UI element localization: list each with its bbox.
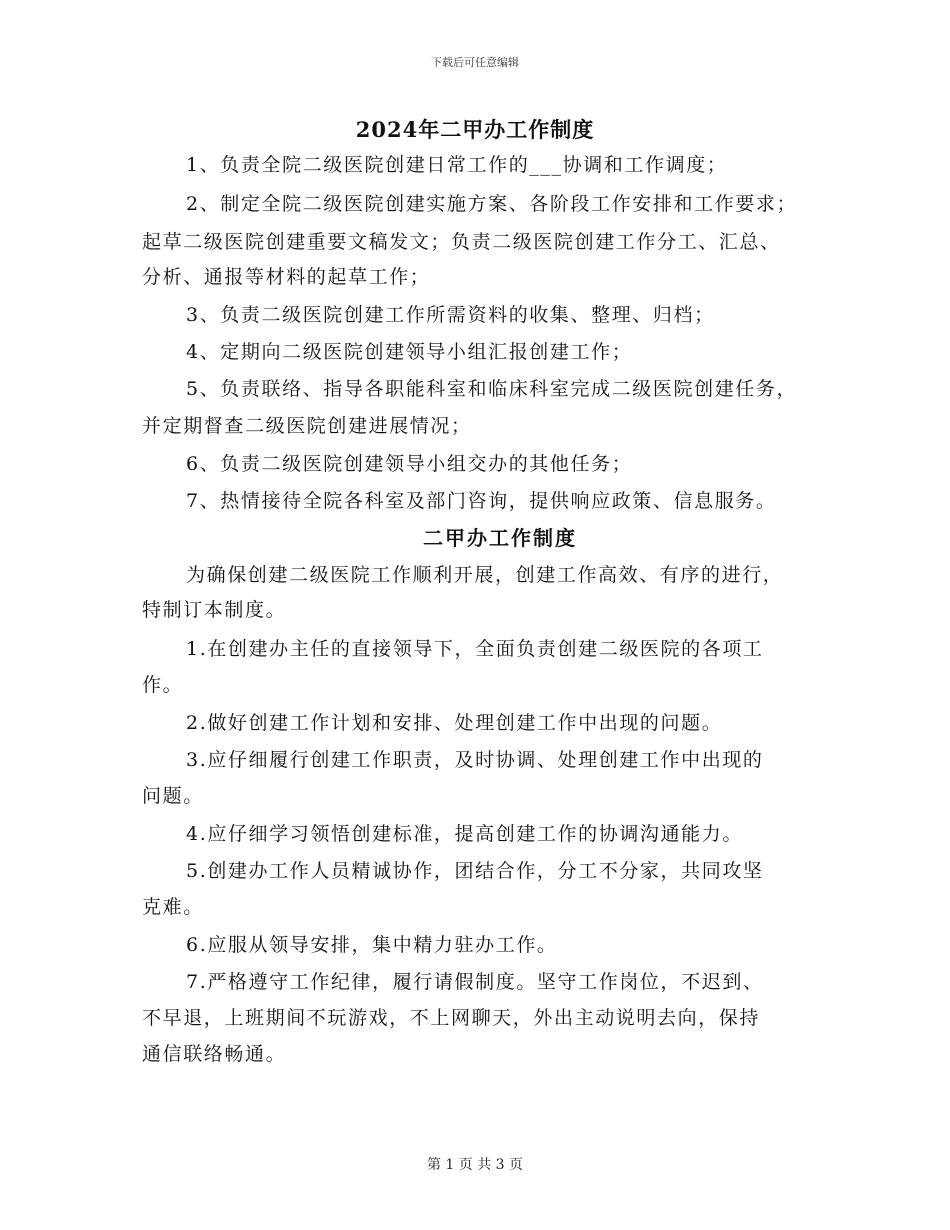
section-title: 二甲办工作制度	[423, 526, 577, 550]
paragraph-line: 6.应服从领导安排，集中精力驻办工作。	[186, 934, 558, 956]
page-footer: 第 1 页 共 3 页	[426, 1157, 524, 1173]
document-title: 2024年二甲办工作制度	[355, 117, 595, 142]
paragraph-line: 作。	[142, 674, 184, 696]
paragraph-line: 特制订本制度。	[142, 599, 287, 621]
paragraph-line: 2.做好创建工作计划和安排、处理创建工作中出现的问题。	[186, 712, 723, 734]
paragraph-line: 并定期督查二级医院创建进展情况；	[142, 415, 472, 437]
paragraph-line: 问题。	[142, 785, 204, 807]
paragraph-line: 分析、通报等材料的起草工作；	[142, 266, 431, 288]
paragraph-line: 起草二级医院创建重要文稿发文；负责二级医院创建工作分工、汇总、	[142, 231, 781, 253]
paragraph-line: 为确保创建二级医院工作顺利开展，创建工作高效、有序的进行，	[186, 564, 784, 586]
header-note: 下载后可任意编辑	[431, 56, 519, 69]
paragraph-line: 7.严格遵守工作纪律，履行请假制度。坚守工作岗位，不迟到、	[186, 971, 764, 993]
paragraph-line: 3、负责二级医院创建工作所需资料的收集、整理、归档；	[186, 304, 715, 326]
paragraph-line: 4、定期向二级医院创建领导小组汇报创建工作；	[186, 341, 633, 363]
paragraph-line: 2、制定全院二级医院创建实施方案、各阶段工作安排和工作要求；	[186, 193, 798, 215]
paragraph-line: 5.创建办工作人员精诚协作，团结合作，分工不分家，共同攻坚	[186, 860, 764, 882]
paragraph-line: 1.在创建办主任的直接领导下，全面负责创建二级医院的各项工	[186, 638, 764, 660]
paragraph-line: 4.应仔细学习领悟创建标准，提高创建工作的协调沟通能力。	[186, 823, 743, 845]
paragraph-line: 克难。	[142, 896, 204, 918]
paragraph-line: 不早退，上班期间不玩游戏，不上网聊天，外出主动说明去向，保持	[142, 1007, 761, 1029]
paragraph-line: 3.应仔细履行创建工作职责，及时协调、处理创建工作中出现的	[186, 749, 764, 771]
paragraph-line: 5、负责联络、指导各职能科室和临床科室完成二级医院创建任务，	[186, 378, 798, 400]
paragraph-line: 7、热情接待全院各科室及部门咨询，提供响应政策、信息服务。	[186, 490, 777, 512]
paragraph-line: 通信联络畅通。	[142, 1043, 287, 1065]
paragraph-line: 6、负责二级医院创建领导小组交办的其他任务；	[186, 453, 633, 475]
paragraph-line: 1、负责全院二级医院创建日常工作的___协调和工作调度；	[186, 154, 728, 176]
